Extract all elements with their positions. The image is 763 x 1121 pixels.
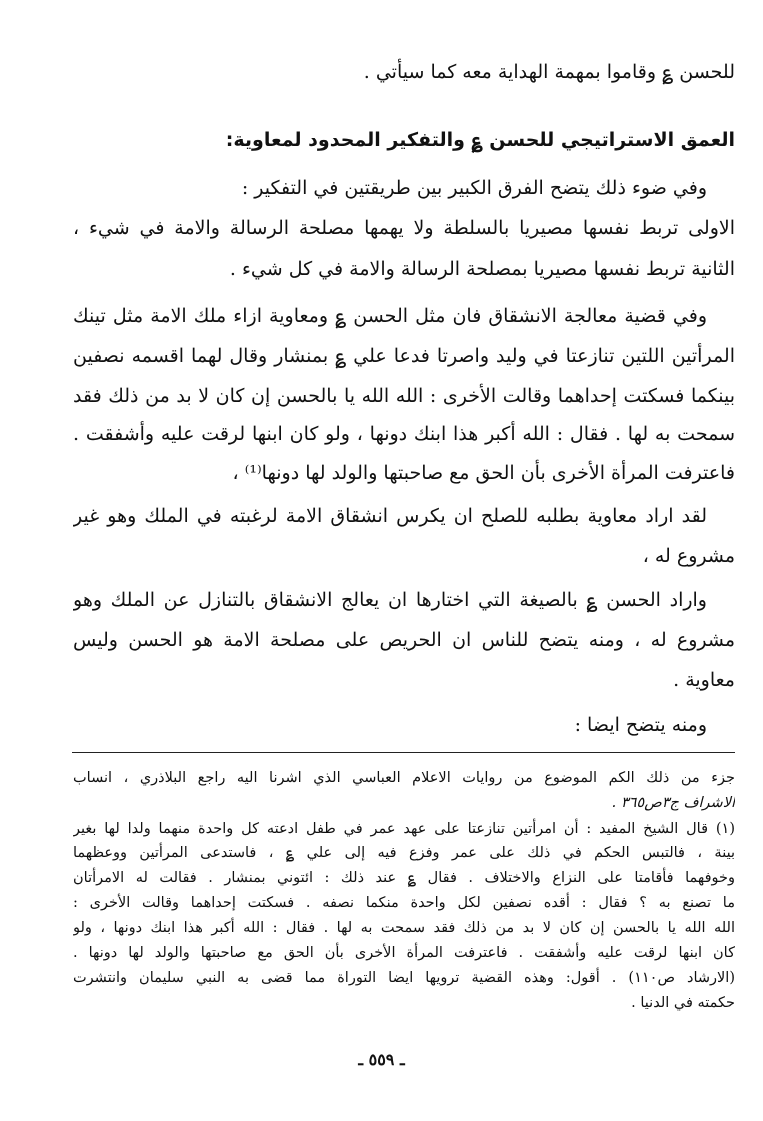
footnote-line: بينة ، فالتبس الحكم في ذلك على عمر وفزع فيه إلى علي ؏ ، فاستدعى المرأتين ووعظهما: [73, 845, 735, 861]
paragraph-line: فاعترفت المرأة الأخرى بأن الحق مع صاحبتها والولد لها دونها⁽¹⁾ ،: [232, 462, 735, 484]
footnote-line: (الارشاد ص١١٠) . أقول: وهذه القضية ترويها ايضا التوراة مما قضى به النبي سليمان وانتشرت: [73, 970, 735, 986]
paragraph-line: الاولى تربط نفسها مصيريا بالسلطة ولا يهمها مصلحة الرسالة والامة في شيء ،: [73, 217, 735, 239]
paragraph-line: ومنه يتضح ايضا :: [574, 714, 707, 736]
footnote-line: كان ابنها لرقت عليه وأشفقت . فاعترفت المرأة الأخرى بأن الحق مع صاحبتها والولد لها دونها .: [73, 945, 735, 961]
footnote-line: حكمته في الدنيا .: [631, 995, 735, 1011]
footnote-line: الله الله يا بالحسن إن كان لا بد من ذلك فقد سمحت به لها . فقال : الله أكبر هذا ابنك دونها ، ولو: [73, 920, 735, 936]
paragraph-line: الثانية تربط نفسها مصيريا بمصلحة الرسالة والامة في كل شيء .: [229, 258, 735, 280]
section-heading: العمق الاستراتيجي للحسن ؏ والتفكير المحدود لمعاوية:: [225, 129, 735, 151]
paragraph-line: وفي ضوء ذلك يتضح الفرق الكبير بين طريقتين في التفكير :: [241, 177, 707, 199]
paragraph-line: مشروع له ،: [642, 545, 735, 567]
paragraph-line: مشروع له ، ومنه يتضح للناس ان الحريص على مصلحة الامة هو الحسن وليس: [73, 629, 735, 651]
footnote-line: ما تصنع به ؟ فقال : أقده نصفين لكل واحدة منكما نصفه . فسكتت إحداهما وقالت الأخرى :: [73, 895, 735, 911]
footnote-line: جزء من ذلك الكم الموضوع من روايات الاعلام العباسي الذي اشرنا اليه راجع البلاذري ، انساب: [73, 770, 735, 786]
paragraph-line: معاوية .: [673, 669, 735, 691]
footnote-line: الاشراف ج٣ص٣٦٥ .: [611, 795, 735, 811]
paragraph-line: سمحت به لها . فقال : الله أكبر هذا ابنك دونها ، ولو كان ابنها لرقت عليه وأشفقت .: [73, 423, 735, 445]
paragraph-line: واراد الحسن ؏ بالصيغة التي اختارها ان يعالج الانشقاق بالتنازل عن الملك وهو: [73, 589, 707, 611]
paragraph-line: المرأتين اللتين تنازعتا في وليد واصرتا فدعا علي ؏ بمنشار وقال لهما اقسمه نصفين: [73, 345, 735, 367]
footnote-line: (١) قال الشيخ المفيد : أن امرأتين تنازعتا على عهد عمر في طفل ادعته كل واحدة منهما ولدا لها بغير: [73, 821, 735, 837]
footnote-line: وخوفهما فأقامتا على النزاع والاختلاف . فقال ؏ عند ذلك : ائتوني بمنشار . فقالت له الامرأتان: [73, 870, 735, 886]
footnote-divider: [72, 752, 735, 753]
intro-line: للحسن ؏ وقاموا بمهمة الهداية معه كما سيأتي .: [363, 61, 735, 83]
page-number: ـ ٥٥٩ ـ: [358, 1050, 405, 1069]
paragraph-line: وفي قضية معالجة الانشقاق فان مثل الحسن ؏ ومعاوية ازاء ملك الامة مثل تينك: [73, 305, 707, 327]
paragraph-line: بينكما فسكتت إحداهما وقالت الأخرى : الله الله يا بالحسن إن كان لا بد من ذلك فقد: [73, 385, 735, 407]
paragraph-line: لقد اراد معاوية بطلبه للصلح ان يكرس انشقاق الامة لرغبته في الملك وهو غير: [73, 505, 707, 527]
